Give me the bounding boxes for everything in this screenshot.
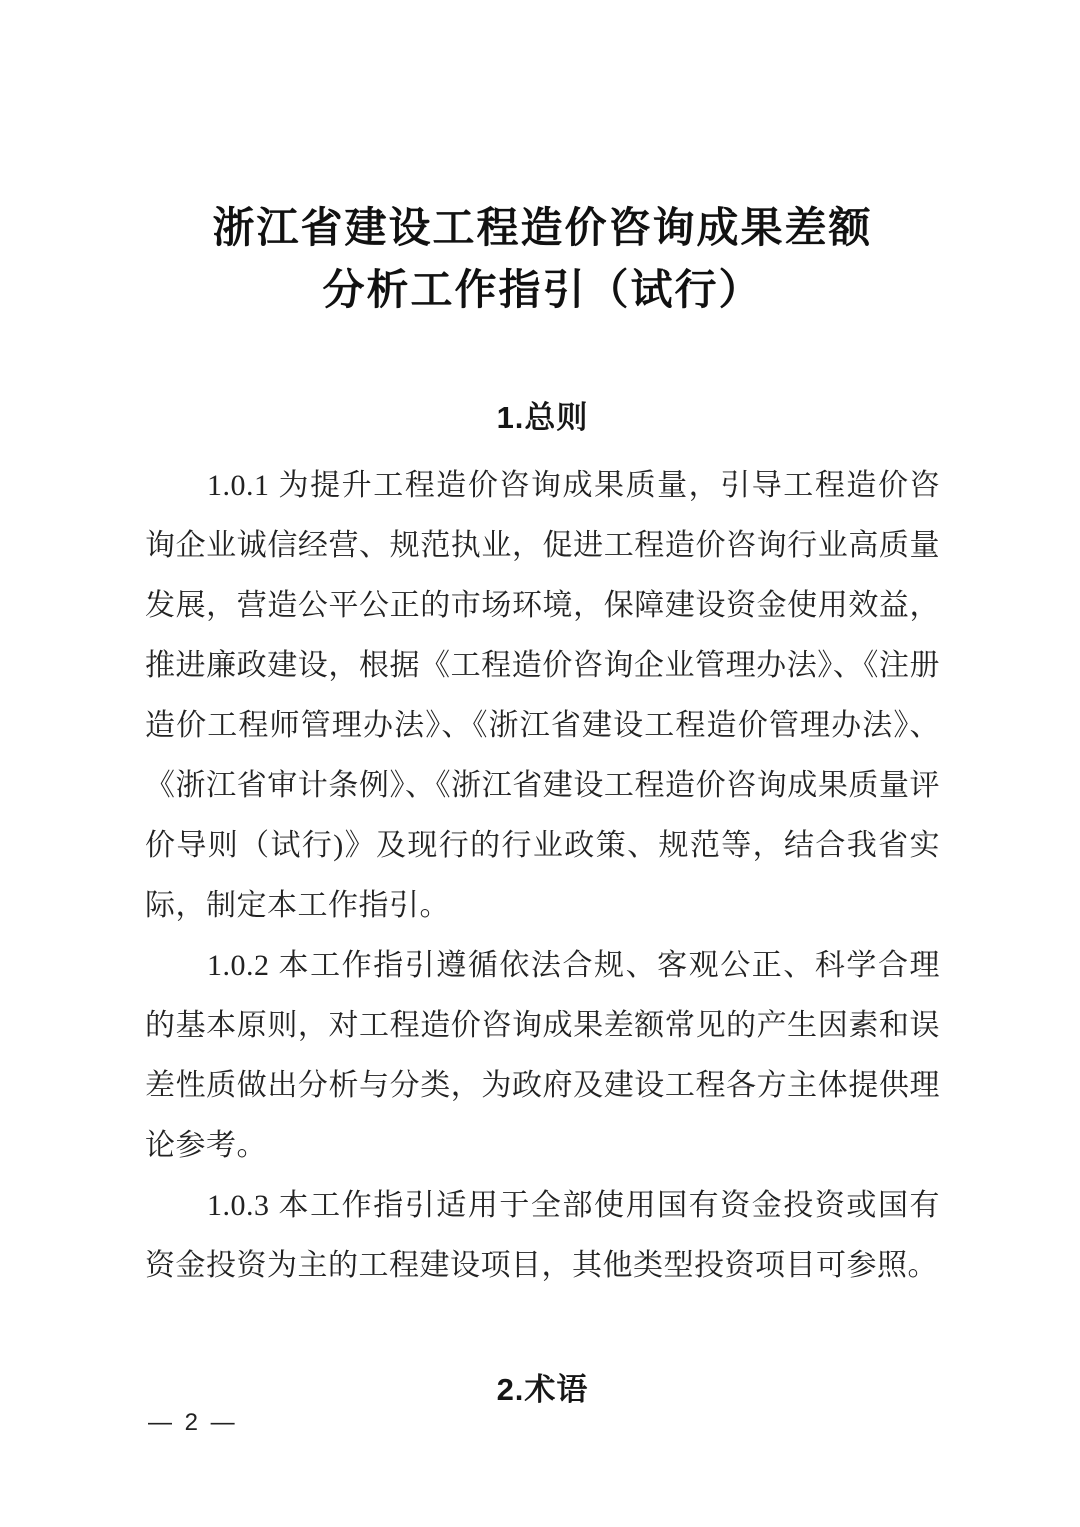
section-heading-general-provisions: 1.总则 [496, 400, 589, 435]
paragraph-1-0-2: 1.0.2 本工作指引遵循依法合规、客观公正、科学合理的基本原则，对工程造价咨询成果差额常见的产生因素和误差性质做出分析与分类，为政府及建设工程各方主体提供理论参考。 [145, 949, 940, 1162]
document-title-line-1: 浙江省建设工程造价咨询成果差额 [212, 206, 873, 252]
section-heading-terminology: 2.术语 [496, 1372, 589, 1407]
section-body-general-provisions [145, 456, 940, 1296]
document-title-line-2: 分析工作指引（试行） [322, 268, 763, 314]
page-number: — 2 — [148, 1409, 238, 1436]
document-title [145, 198, 940, 322]
paragraph-1-0-1: 1.0.1 为提升工程造价咨询成果质量，引导工程造价咨询企业诚信经营、规范执业，促进工程造价咨询行业高质量发展，营造公平公正的市场环境，保障建设资金使用效益，推进廉政建设，根据《工程造价咨询企业管理办法》、《注册造价工程师管理办法》、《浙江省建设工程造价管理办法》、《浙江省审计条例》、《浙江省建设工程造价咨询成果质量评价导则（试行)》及现行的行业政策、规范等，结合我省实际，制定本工作指引。 [145, 469, 940, 922]
paragraph-1-0-3: 1.0.3 本工作指引适用于全部使用国有资金投资或国有资金投资为主的工程建设项目，其他类型投资项目可参照。 [145, 1189, 940, 1282]
